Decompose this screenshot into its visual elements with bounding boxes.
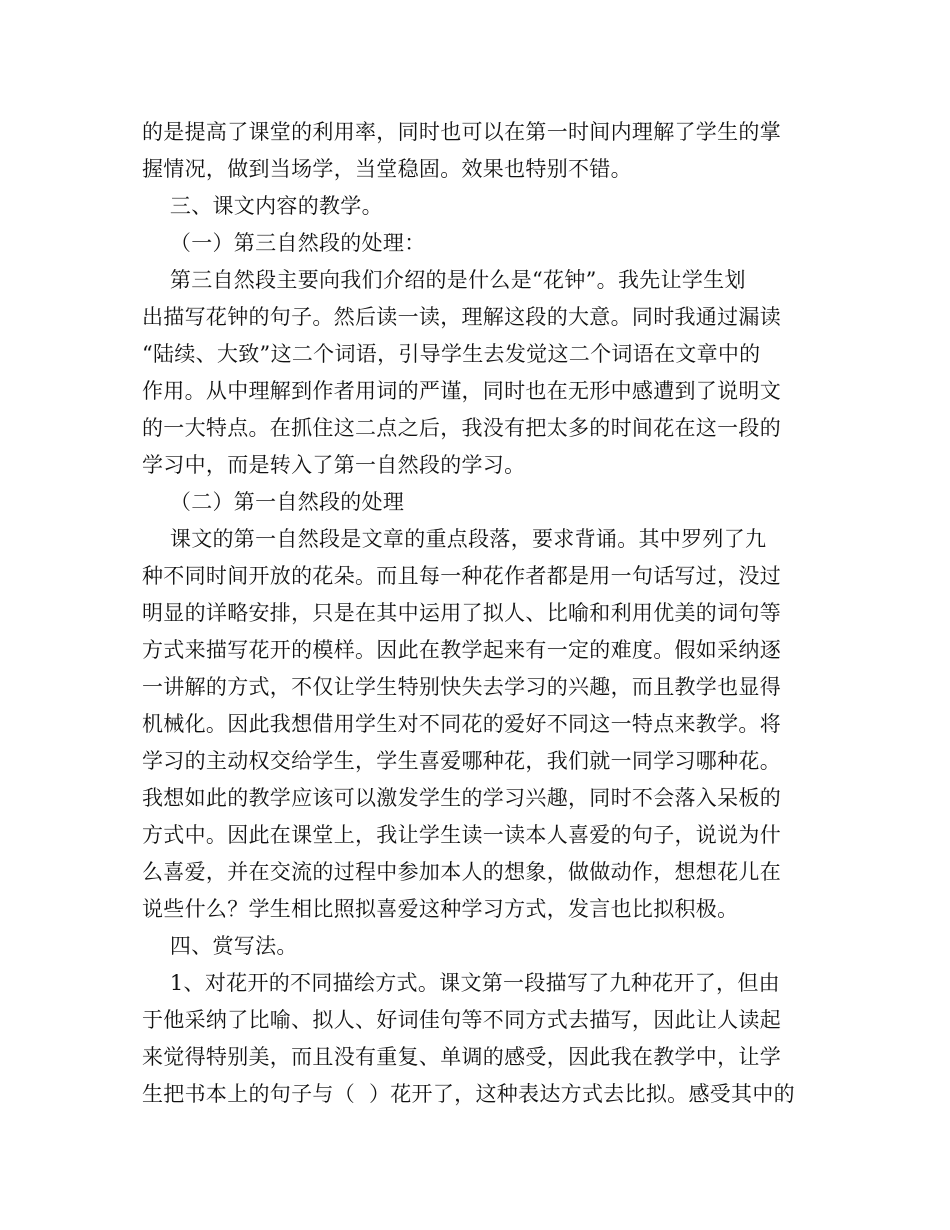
section-heading: 三、课文内容的教学。 [142,194,383,218]
text-line: 学习的主动权交给学生，学生喜爱哪种花，我们就一同学习哪种花。 [142,749,781,773]
text-line: 方式中。因此在课堂上，我让学生读一读本人喜爱的句子，说说为什 [142,823,781,847]
text-line: 1、对花开的不同描绘方式。课文第一段描写了九种花开了，但由 [142,971,780,995]
text-line: 种不同时间开放的花朵。而且每一种花作者都是用一句话写过，没过 [142,564,781,588]
text-line: 说些什么？学生相比照拟喜爱这种学习方式，发言也比拟积极。 [142,897,739,921]
text-line: “陆续、大致”这二个词语，引导学生去发觉这二个词语在文章中的 [142,342,761,366]
text-line: 明显的详略安排，只是在其中运用了拟人、比喻和利用优美的词句等 [142,601,781,625]
text-line: 的一大特点。在抓住这二点之后，我没有把太多的时间花在这一段的 [142,416,781,440]
section-heading: 四、赏写法。 [142,934,298,958]
text-line: 我想如此的教学应该可以激发学生的学习兴趣，同时不会落入呆板的 [142,786,781,810]
text-line: 来觉得特别美，而且没有重复、单调的感受，因此我在教学中，让学 [142,1045,781,1069]
text-line: 出描写花钟的句子。然后读一读，理解这段的大意。同时我通过漏读 [142,305,781,329]
text-line: 一讲解的方式，不仅让学生特别快失去学习的兴趣，而且教学也显得 [142,675,781,699]
text-line: 第三自然段主要向我们介绍的是什么是“花钟”。我先让学生划 [142,268,746,292]
text-line: 的是提高了课堂的利用率，同时也可以在第一时间内理解了学生的掌 [142,120,781,144]
text-line: 课文的第一自然段是文章的重点段落，要求背诵。其中罗列了九 [142,527,767,551]
subsection-heading: （一）第三自然段的处理： [142,231,426,255]
text-line: 于他采纳了比喻、拟人、好词佳句等不同方式去描写，因此让人读起 [142,1008,781,1032]
text-line: 作用。从中理解到作者用词的严谨，同时也在无形中感遭到了说明文 [142,379,781,403]
text-line: 么喜爱，并在交流的过程中参加本人的想象，做做动作，想想花儿在 [142,860,781,884]
text-line: 握情况，做到当场学，当堂稳固。效果也特别不错。 [142,157,632,181]
text-line: 方式来描写花开的模样。因此在教学起来有一定的难度。假如采纳逐 [142,638,781,662]
text-line: 生把书本上的句子与（ ）花开了，这种表达方式去比拟。感受其中的 [142,1082,795,1106]
text-line: 学习中，而是转入了第一自然段的学习。 [142,453,526,477]
subsection-heading: （二）第一自然段的处理 [142,490,405,514]
text-line: 机械化。因此我想借用学生对不同花的爱好不同这一特点来教学。将 [142,712,781,736]
